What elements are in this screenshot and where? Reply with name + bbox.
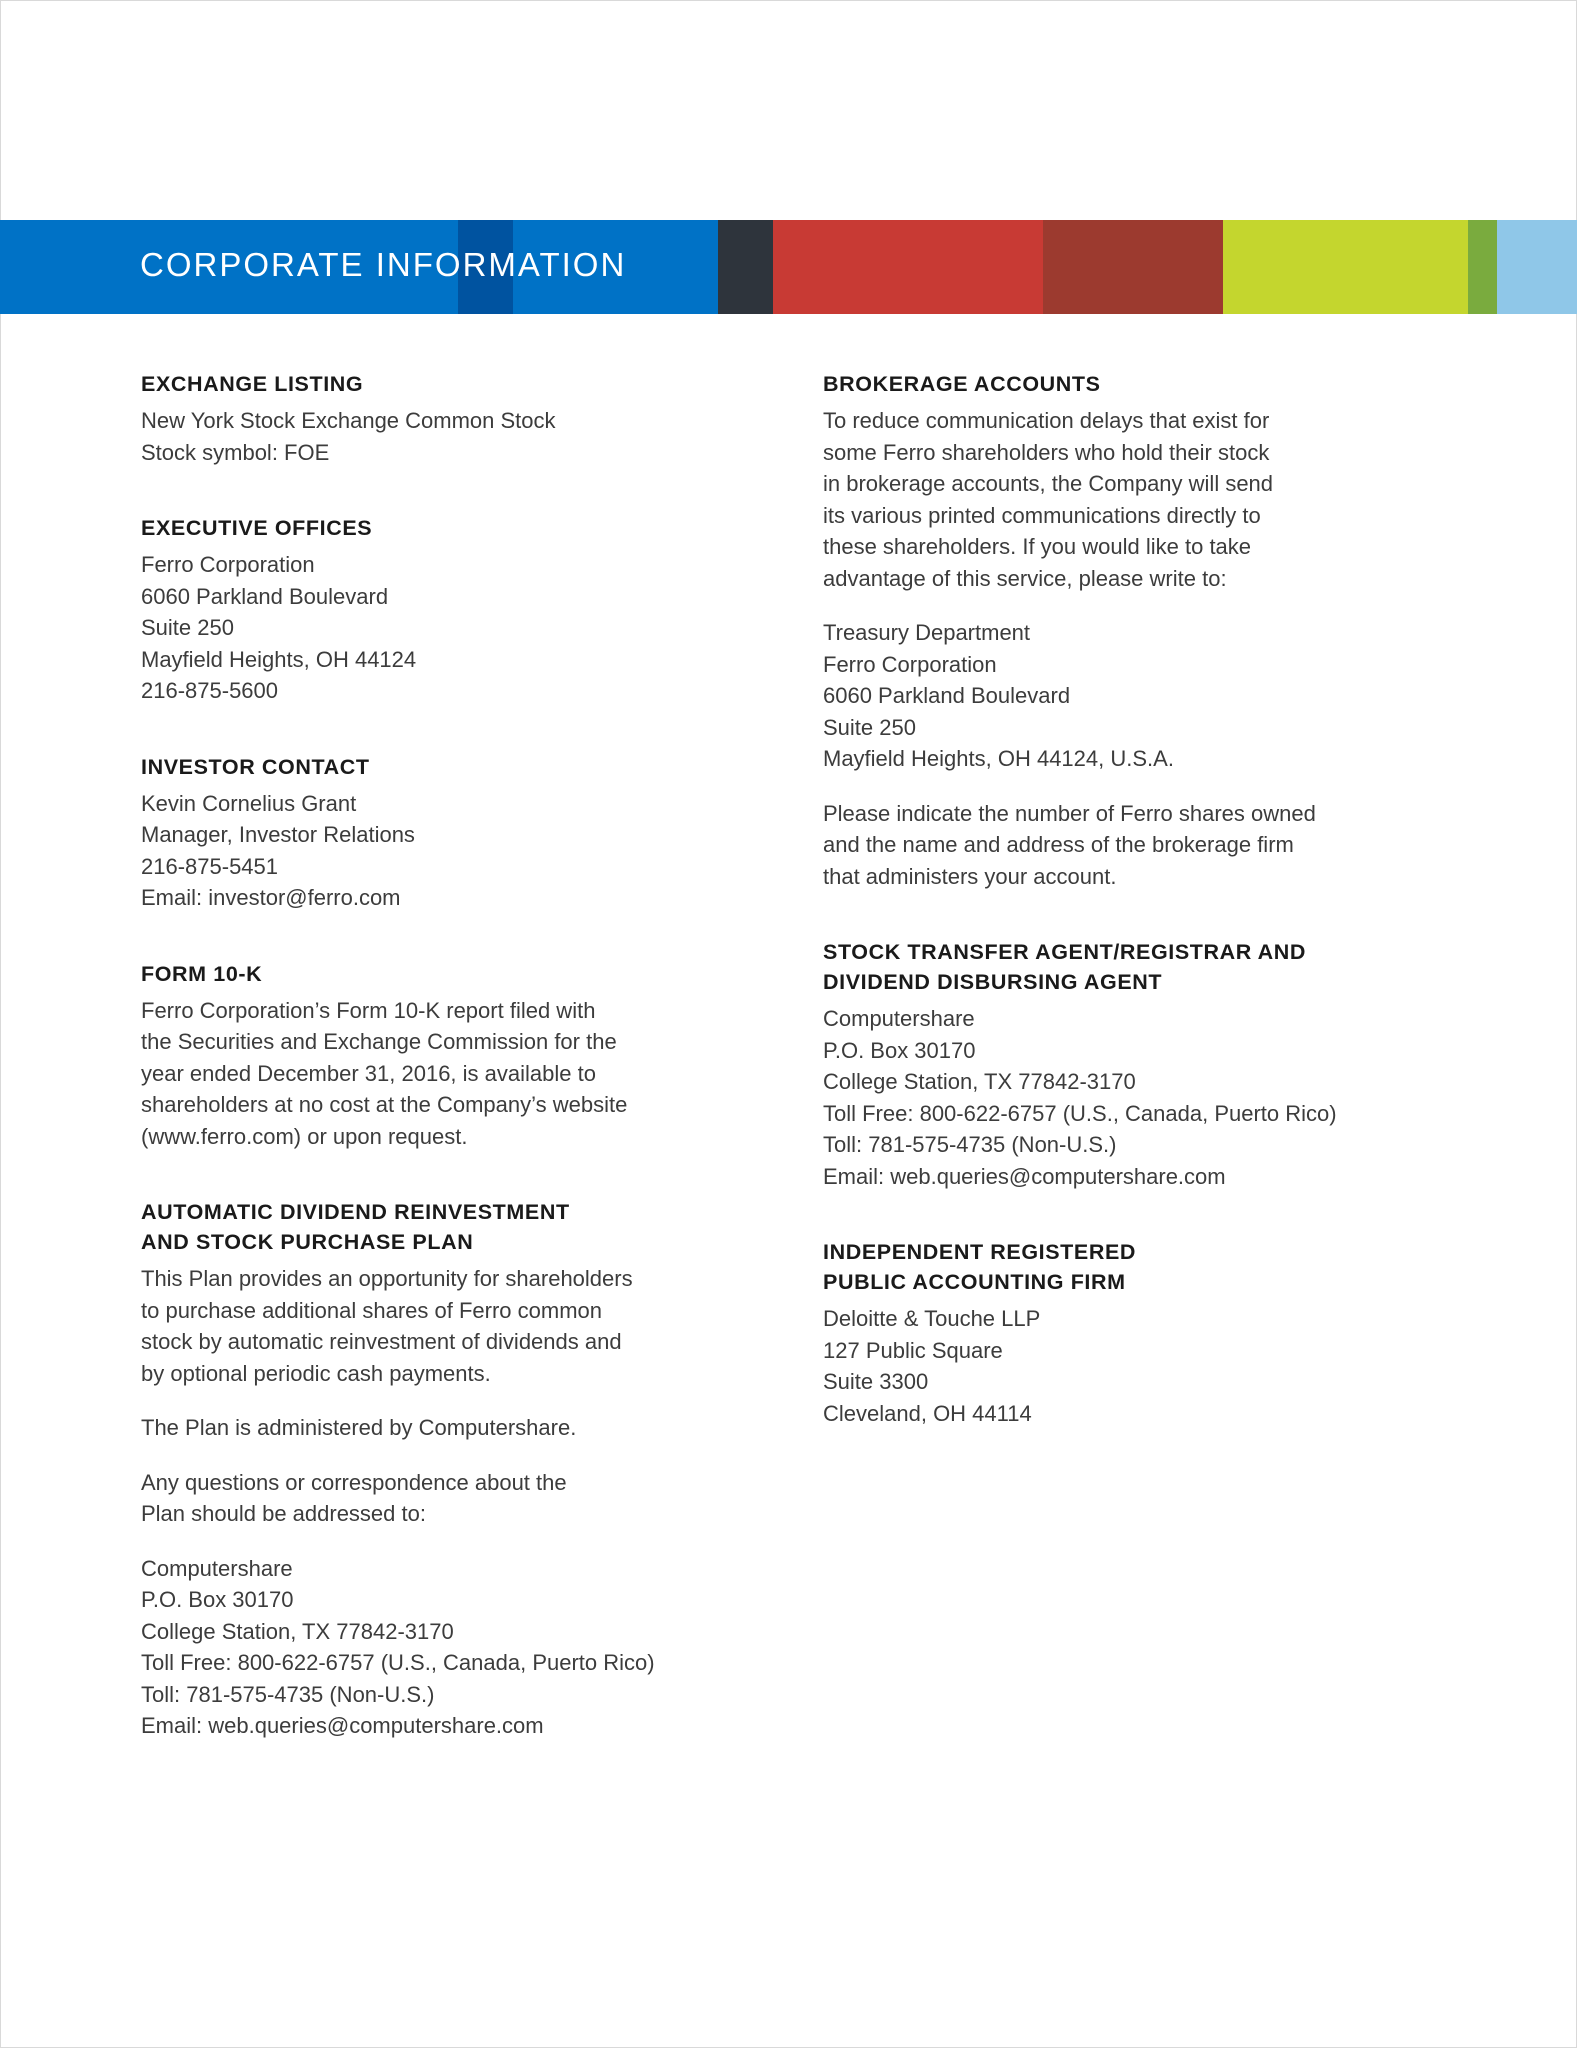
text-line: these shareholders. If you would like to take (823, 534, 1252, 559)
text-line: Suite 250 (141, 615, 234, 640)
text-line: Please indicate the number of Ferro shares owned (823, 800, 1316, 826)
heading-line: EXECUTIVE OFFICES (141, 516, 373, 540)
text-line: Toll Free: 800-622-6757 (U.S., Canada, Puerto Rico) (141, 1650, 655, 1675)
text-line: 6060 Parkland Boulevard (141, 583, 389, 609)
band-segment-green (1468, 220, 1497, 314)
section-body (141, 788, 701, 914)
section-heading (141, 959, 701, 989)
section-body (141, 549, 701, 707)
text-line: Cleveland, OH 44114 (823, 1400, 1032, 1426)
text-line: Deloitte & Touche LLP (823, 1306, 1041, 1331)
section-body (141, 995, 701, 1153)
text-line: 216-875-5451 (141, 853, 279, 879)
section-heading (141, 513, 701, 543)
text-line: To reduce communication delays that exist for (823, 408, 1270, 433)
section-heading (141, 369, 701, 399)
left-column (141, 369, 701, 1742)
text-line: Mayfield Heights, OH 44124, U.S.A. (823, 746, 1174, 771)
right-column (823, 369, 1443, 1429)
band-segment-lime (1223, 220, 1468, 314)
text-line: Manager, Investor Relations (141, 822, 415, 847)
text-line: in brokerage accounts, the Company will send (823, 471, 1274, 496)
section-body (823, 1003, 1443, 1192)
text-line: Email: web.queries@computershare.com (141, 1713, 544, 1738)
text-line: Toll Free: 800-622-6757 (U.S., Canada, Puerto Rico) (823, 1100, 1337, 1126)
text-line: Computershare (141, 1555, 293, 1581)
section-brokerage-accounts (823, 369, 1443, 892)
band-segment-light-blue (1497, 220, 1577, 314)
text-line: by optional periodic cash payments. (141, 1360, 491, 1386)
heading-line: DIVIDEND DISBURSING AGENT (823, 970, 1163, 994)
section-form-10k (141, 959, 701, 1153)
text-line: that administers your account. (823, 863, 1117, 889)
band-segment-red (773, 220, 1043, 314)
text-line: (www.ferro.com) or upon request. (141, 1123, 468, 1149)
heading-line: AUTOMATIC DIVIDEND REINVESTMENT (141, 1200, 570, 1224)
text-line: 216-875-5600 (141, 678, 279, 703)
text-line: and the name and address of the brokerage firm (823, 832, 1294, 857)
heading-line: FORM 10-K (141, 961, 263, 986)
text-line: Stock symbol: FOE (141, 439, 330, 465)
text-line: Toll: 781-575-4735 (Non-U.S.) (823, 1132, 1117, 1157)
text-line: some Ferro shareholders who hold their stock (823, 439, 1270, 465)
text-line: Toll: 781-575-4735 (Non-U.S.) (141, 1681, 435, 1707)
section-address (823, 617, 1443, 775)
section-heading (823, 1237, 1443, 1297)
section-heading (823, 369, 1443, 399)
text-line: P.O. Box 30170 (141, 1587, 294, 1612)
section-heading (141, 1197, 701, 1257)
heading-line: BROKERAGE ACCOUNTS (823, 372, 1101, 396)
section-heading (823, 937, 1443, 997)
band-segment-charcoal (718, 220, 773, 314)
heading-line: INVESTOR CONTACT (141, 754, 370, 779)
section-paragraph (823, 405, 1443, 594)
text-line: This Plan provides an opportunity for shareholders (141, 1266, 633, 1291)
text-line: P.O. Box 30170 (823, 1037, 976, 1063)
section-body (823, 1303, 1443, 1429)
text-line: Ferro Corporation’s Form 10-K report filed with (141, 997, 596, 1023)
text-line: stock by automatic reinvestment of dividends and (141, 1329, 622, 1354)
text-line: Suite 3300 (823, 1369, 929, 1394)
text-line: year ended December 31, 2016, is available to (141, 1060, 596, 1086)
text-line: New York Stock Exchange Common Stock (141, 408, 556, 433)
section-paragraph (141, 1263, 701, 1389)
text-line: College Station, TX 77842-3170 (823, 1069, 1136, 1094)
section-address (141, 1553, 701, 1742)
page-title: CORPORATE INFORMATION (140, 246, 627, 283)
header-color-band (0, 220, 1577, 314)
heading-line: INDEPENDENT REGISTERED (823, 1240, 1137, 1264)
heading-line: EXCHANGE LISTING (141, 372, 364, 396)
heading-line: PUBLIC ACCOUNTING FIRM (823, 1270, 1126, 1294)
section-heading (141, 752, 701, 782)
text-line: Mayfield Heights, OH 44124 (141, 646, 417, 672)
text-line: Suite 250 (823, 714, 916, 740)
section-executive-offices (141, 513, 701, 707)
section-dividend-reinvestment (141, 1197, 701, 1742)
section-accounting-firm (823, 1237, 1443, 1429)
text-line: to purchase additional shares of Ferro common (141, 1297, 603, 1323)
text-line: 127 Public Square (823, 1337, 1003, 1363)
text-line: Computershare (823, 1006, 975, 1031)
heading-line: AND STOCK PURCHASE PLAN (141, 1230, 474, 1254)
text-line: Ferro Corporation (141, 552, 315, 577)
section-paragraph (141, 1467, 701, 1530)
text-line: shareholders at no cost at the Company’s website (141, 1092, 628, 1117)
text-line: Kevin Cornelius Grant (141, 790, 357, 816)
text-line: Any questions or correspondence about the (141, 1469, 567, 1495)
section-body (141, 405, 701, 468)
text-line: Email: web.queries@computershare.com (823, 1163, 1226, 1189)
section-paragraph (141, 1412, 701, 1444)
section-exchange-listing (141, 369, 701, 468)
text-line: Email: investor@ferro.com (141, 885, 401, 910)
text-line: The Plan is administered by Computershare. (141, 1415, 577, 1440)
text-line: Treasury Department (823, 620, 1031, 645)
band-segment-dark-red (1043, 220, 1223, 314)
text-line: Ferro Corporation (823, 651, 997, 677)
section-stock-transfer-agent (823, 937, 1443, 1192)
text-line: Plan should be addressed to: (141, 1501, 426, 1526)
section-paragraph (823, 798, 1443, 893)
section-investor-contact (141, 752, 701, 914)
text-line: College Station, TX 77842-3170 (141, 1618, 454, 1644)
heading-line: STOCK TRANSFER AGENT/REGISTRAR AND (823, 940, 1307, 964)
text-line: advantage of this service, please write to: (823, 565, 1227, 591)
text-line: its various printed communications directly to (823, 502, 1261, 528)
text-line: 6060 Parkland Boulevard (823, 683, 1071, 708)
text-line: the Securities and Exchange Commission for the (141, 1029, 617, 1054)
